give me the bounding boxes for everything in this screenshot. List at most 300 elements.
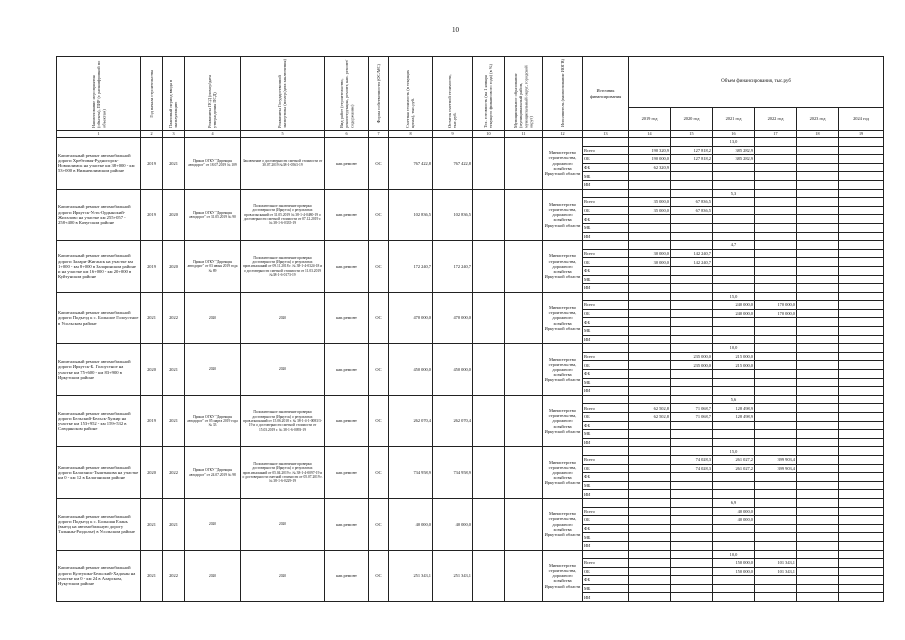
funding-value <box>797 180 839 189</box>
funding-value <box>839 309 884 318</box>
psd-details: 2020 <box>185 498 241 550</box>
fin-blank <box>839 447 884 456</box>
funding-value <box>713 335 755 344</box>
table-row <box>57 241 884 250</box>
estimated-cost: 172 240,7 <box>389 241 433 293</box>
funding-value <box>671 163 713 172</box>
header-expertise: Реквизиты Государственной экспертизы (номер/дата заключения) <box>241 57 325 131</box>
funding-value <box>671 438 713 447</box>
ownership: ОС <box>369 138 389 190</box>
funding-value <box>839 387 884 396</box>
funding-value <box>629 576 671 585</box>
funding-value <box>797 258 839 267</box>
funding-source: ИИ <box>583 180 629 189</box>
funding-value <box>755 473 797 482</box>
funding-value: 128 498,9 <box>713 413 755 422</box>
project-name: Капитальный ремонт автомобильной дороги Иркутск-Б. Голоустное на участке км 75+600 - км 83+900 в Иркутском районе <box>57 344 141 396</box>
funding-value <box>629 378 671 387</box>
funding-value <box>839 327 884 336</box>
fin-blank <box>797 292 839 301</box>
page-number: 10 <box>452 26 459 34</box>
funding-value <box>797 387 839 396</box>
cost-remainder: 40 000,0 <box>433 498 473 550</box>
source-blank <box>583 189 629 198</box>
funding-value <box>629 232 671 241</box>
funding-value: 30 000,0 <box>629 258 671 267</box>
source-blank <box>583 550 629 559</box>
ownership: ОС <box>369 189 389 241</box>
funding-value <box>755 533 797 542</box>
funding-value <box>755 584 797 593</box>
funding-value <box>797 559 839 568</box>
funding-source: ФБ <box>583 318 629 327</box>
funding-value <box>839 473 884 482</box>
municipality <box>505 241 543 293</box>
work-type: кап.ремонт <box>325 138 369 190</box>
funding-value: 261 027,2 <box>713 455 755 464</box>
funding-source: ИИ <box>583 438 629 447</box>
fin-blank <box>629 498 671 507</box>
executor: Министерство строительства, дорожного хозяйства Иркутской области <box>543 138 583 190</box>
column-number: 19 <box>839 131 884 138</box>
cost-remainder: 262 070,4 <box>433 395 473 447</box>
funding-source: Всего <box>583 249 629 258</box>
fin-blank <box>671 292 713 301</box>
header-cost-remainder: Остаток сметной стоимости, тыс.руб. <box>433 57 473 131</box>
funding-value <box>839 541 884 550</box>
funding-value: 127 818,2 <box>671 155 713 164</box>
fin-blank <box>755 241 797 250</box>
header-year: 2023 год <box>797 108 839 131</box>
fin-blank <box>629 241 671 250</box>
funding-value <box>755 541 797 550</box>
tech-readiness: 13,0 <box>713 138 755 147</box>
funding-value <box>755 172 797 181</box>
project-name: Капитальный ремонт автомобильной дороги Балаганск-Тыштыкова на участке км 0 - км 12 в Балаганском районе <box>57 447 141 499</box>
commission-year: 2022 <box>163 550 185 602</box>
column-number: 5 <box>241 131 325 138</box>
tech-readiness-empty <box>473 447 505 499</box>
funding-value <box>755 284 797 293</box>
fin-blank <box>839 344 884 353</box>
tech-readiness-empty <box>473 138 505 190</box>
funding-value <box>671 309 713 318</box>
source-blank <box>583 498 629 507</box>
funding-value: 128 498,9 <box>713 404 755 413</box>
funding-value <box>713 481 755 490</box>
tech-readiness-empty <box>473 395 505 447</box>
funding-value <box>797 438 839 447</box>
funding-value <box>713 370 755 379</box>
funding-value <box>755 232 797 241</box>
funding-source: Всего <box>583 198 629 207</box>
funding-value: 62 502,8 <box>629 413 671 422</box>
funding-value <box>755 361 797 370</box>
fin-blank <box>755 395 797 404</box>
header-start-year: Год начала строительства <box>141 57 163 131</box>
funding-source: ФБ <box>583 524 629 533</box>
funding-value <box>839 206 884 215</box>
ownership: ОС <box>369 292 389 344</box>
funding-value <box>713 473 755 482</box>
tech-readiness-empty <box>473 189 505 241</box>
funding-source: МБ <box>583 430 629 439</box>
funding-value <box>671 516 713 525</box>
funding-source: ИИ <box>583 335 629 344</box>
executor: Министерство строительства, дорожного хозяйства Иркутской области <box>543 292 583 344</box>
fin-blank <box>755 138 797 147</box>
funding-value <box>671 533 713 542</box>
funding-value <box>629 318 671 327</box>
funding-source: МБ <box>583 327 629 336</box>
funding-value <box>839 266 884 275</box>
funding-value <box>671 172 713 181</box>
funding-value <box>839 464 884 473</box>
funding-value <box>629 180 671 189</box>
start-year: 2020 <box>141 447 163 499</box>
funding-value <box>797 541 839 550</box>
executor: Министерство строительства, дорожного хозяйства Иркутской области <box>543 241 583 293</box>
column-number: 6 <box>325 131 369 138</box>
funding-value <box>629 430 671 439</box>
funding-value: 399 903,4 <box>755 455 797 464</box>
column-number: 14 <box>629 131 671 138</box>
funding-value: 142 240,7 <box>671 258 713 267</box>
funding-value <box>671 284 713 293</box>
funding-value <box>671 490 713 499</box>
funding-source: ФБ <box>583 215 629 224</box>
funding-value <box>839 490 884 499</box>
funding-value <box>755 378 797 387</box>
funding-value <box>797 421 839 430</box>
funding-value <box>629 266 671 275</box>
tech-readiness: 10,0 <box>713 550 755 559</box>
funding-value <box>755 163 797 172</box>
funding-value: 385 282,9 <box>713 146 755 155</box>
funding-value <box>797 464 839 473</box>
funding-value <box>713 430 755 439</box>
funding-value <box>713 198 755 207</box>
ownership: ОС <box>369 344 389 396</box>
funding-value <box>629 533 671 542</box>
funding-value <box>755 387 797 396</box>
start-year: 2021 <box>141 498 163 550</box>
funding-value <box>755 155 797 164</box>
funding-value: 40 000,0 <box>713 516 755 525</box>
funding-value <box>671 180 713 189</box>
funding-source: ИИ <box>583 593 629 602</box>
funding-value <box>839 352 884 361</box>
executor: Министерство строительства, дорожного хозяйства Иркутской области <box>543 498 583 550</box>
funding-value <box>797 507 839 516</box>
header-work-type: Вид работ (строительство, реконструкция, ремонт, кап. ремонт/содержание) <box>325 57 369 131</box>
header-tech-readiness: Тех. готовность (на 1 января текущего финансового года) (в %) <box>473 57 505 131</box>
funding-source: ФБ <box>583 163 629 172</box>
start-year: 2020 <box>141 344 163 396</box>
column-number: 16 <box>713 131 755 138</box>
fin-blank <box>797 395 839 404</box>
estimated-cost: 450 000,0 <box>389 344 433 396</box>
estimated-cost: 262 070,4 <box>389 395 433 447</box>
municipality <box>505 498 543 550</box>
cost-remainder: 102 836,5 <box>433 189 473 241</box>
funding-value <box>839 559 884 568</box>
funding-value <box>629 490 671 499</box>
funding-value <box>755 266 797 275</box>
funding-value <box>629 559 671 568</box>
funding-value <box>839 335 884 344</box>
funding-value <box>713 284 755 293</box>
funding-value <box>839 146 884 155</box>
funding-value <box>671 430 713 439</box>
fin-blank <box>755 447 797 456</box>
funding-source: ОБ <box>583 155 629 164</box>
fin-blank <box>755 550 797 559</box>
psd-details: Приказ ОГКУ "Дирекция автодорог" от 31.05.2019 № 90 <box>185 189 241 241</box>
funding-value <box>713 215 755 224</box>
funding-value <box>797 266 839 275</box>
funding-value: 74 028,3 <box>671 455 713 464</box>
fin-blank <box>797 189 839 198</box>
funding-value <box>755 198 797 207</box>
funding-value <box>839 576 884 585</box>
funding-value <box>755 481 797 490</box>
source-blank <box>583 138 629 147</box>
cost-remainder: 767 422,8 <box>433 138 473 190</box>
funding-value: 215 000,0 <box>713 361 755 370</box>
fin-blank <box>671 447 713 456</box>
funding-source: ФБ <box>583 266 629 275</box>
fin-blank <box>671 344 713 353</box>
funding-value <box>797 172 839 181</box>
funding-source: Всего <box>583 301 629 310</box>
psd-details: 2020 <box>185 550 241 602</box>
funding-value <box>839 378 884 387</box>
project-name: Капитальный ремонт автомобильной дороги Подъезд к с. Большое Голоустное в Усольском районе <box>57 292 141 344</box>
fin-blank <box>839 395 884 404</box>
funding-value: 385 282,9 <box>713 155 755 164</box>
funding-value <box>629 438 671 447</box>
funding-value <box>671 215 713 224</box>
funding-value <box>671 593 713 602</box>
funding-value <box>671 576 713 585</box>
start-year: 2021 <box>141 292 163 344</box>
column-number: 13 <box>583 131 629 138</box>
funding-value <box>797 404 839 413</box>
funding-value <box>671 387 713 396</box>
funding-value <box>839 155 884 164</box>
funding-value <box>797 155 839 164</box>
funding-value <box>713 327 755 336</box>
funding-value <box>839 481 884 490</box>
funding-value <box>839 567 884 576</box>
fin-blank <box>629 550 671 559</box>
funding-value <box>797 327 839 336</box>
funding-value <box>839 413 884 422</box>
funding-value: 240 000,0 <box>713 309 755 318</box>
funding-value: 190 000,0 <box>629 155 671 164</box>
ownership: ОС <box>369 498 389 550</box>
funding-value <box>839 232 884 241</box>
column-number: 11 <box>505 131 543 138</box>
column-number: 12 <box>543 131 583 138</box>
funding-value <box>839 258 884 267</box>
funding-value <box>671 567 713 576</box>
funding-value <box>797 284 839 293</box>
funding-value <box>713 593 755 602</box>
funding-value <box>713 172 755 181</box>
funding-value <box>713 541 755 550</box>
funding-value <box>629 275 671 284</box>
source-blank <box>583 292 629 301</box>
funding-value <box>797 413 839 422</box>
fin-blank <box>671 395 713 404</box>
fin-blank <box>839 189 884 198</box>
funding-value <box>797 215 839 224</box>
funding-value <box>797 584 839 593</box>
funding-value <box>797 223 839 232</box>
funding-value: 71 068,7 <box>671 404 713 413</box>
funding-value <box>713 490 755 499</box>
funding-value <box>629 301 671 310</box>
header-year: 2021 год <box>713 108 755 131</box>
table-row <box>57 498 884 507</box>
funding-value <box>629 481 671 490</box>
funding-value <box>839 524 884 533</box>
funding-value <box>797 524 839 533</box>
funding-value <box>629 223 671 232</box>
expertise-details: 2020 <box>241 344 325 396</box>
funding-source: МБ <box>583 584 629 593</box>
column-number: 8 <box>389 131 433 138</box>
funding-value <box>839 361 884 370</box>
table-row <box>57 550 884 559</box>
table-row <box>57 344 884 353</box>
funding-value <box>797 576 839 585</box>
fin-blank <box>755 344 797 353</box>
estimated-cost: 40 000,0 <box>389 498 433 550</box>
header-psd: Реквизиты ПСД (номер/дата утверждения ПСД) <box>185 57 241 131</box>
funding-value <box>755 524 797 533</box>
funding-value <box>629 370 671 379</box>
funding-value <box>839 275 884 284</box>
funding-value <box>839 516 884 525</box>
funding-value <box>755 490 797 499</box>
funding-value <box>671 421 713 430</box>
estimated-cost: 251 343,1 <box>389 550 433 602</box>
tech-readiness: 5,6 <box>713 395 755 404</box>
column-number: 4 <box>185 131 241 138</box>
work-type: кап.ремонт <box>325 447 369 499</box>
funding-value <box>671 301 713 310</box>
table-row <box>57 292 884 301</box>
funding-value <box>797 146 839 155</box>
psd-details: Приказ ОГКУ "Дирекция автодорог" от 05 марта 2019 года № 33 <box>185 395 241 447</box>
funding-value <box>797 455 839 464</box>
expertise-details: 2020 <box>241 550 325 602</box>
funding-source: ОБ <box>583 309 629 318</box>
funding-value: 170 000,0 <box>755 301 797 310</box>
funding-value <box>671 223 713 232</box>
table-body <box>57 138 884 602</box>
municipality <box>505 292 543 344</box>
fin-blank <box>797 241 839 250</box>
funding-value <box>671 335 713 344</box>
expertise-details: 2020 <box>241 292 325 344</box>
funding-source: ИИ <box>583 232 629 241</box>
tech-readiness-empty <box>473 292 505 344</box>
fin-blank <box>629 189 671 198</box>
commission-year: 2020 <box>163 189 185 241</box>
funding-value <box>713 266 755 275</box>
funding-value: 235 000,0 <box>671 361 713 370</box>
funding-value <box>713 533 755 542</box>
funding-value <box>755 318 797 327</box>
funding-value <box>839 438 884 447</box>
funding-source: ФБ <box>583 370 629 379</box>
work-type: кап.ремонт <box>325 241 369 293</box>
funding-value: 399 903,4 <box>755 464 797 473</box>
commission-year: 2022 <box>163 447 185 499</box>
funding-value <box>629 593 671 602</box>
table-row <box>57 189 884 198</box>
funding-value <box>755 146 797 155</box>
funding-value <box>797 430 839 439</box>
column-number: 7 <box>369 131 389 138</box>
funding-value <box>713 318 755 327</box>
funding-source: ИИ <box>583 541 629 550</box>
source-blank <box>583 395 629 404</box>
municipality <box>505 395 543 447</box>
psd-details: 2020 <box>185 344 241 396</box>
funding-value <box>713 206 755 215</box>
funding-value <box>755 180 797 189</box>
ownership: ОС <box>369 395 389 447</box>
funding-source: ИИ <box>583 387 629 396</box>
commission-year: 2021 <box>163 395 185 447</box>
funding-value: 62 502,8 <box>629 404 671 413</box>
funding-value <box>839 507 884 516</box>
funding-value: 127 818,2 <box>671 146 713 155</box>
funding-value <box>839 198 884 207</box>
fin-blank <box>755 498 797 507</box>
funding-value <box>755 516 797 525</box>
funding-value <box>713 232 755 241</box>
funding-source: ОБ <box>583 258 629 267</box>
funding-value <box>713 584 755 593</box>
fin-blank <box>839 292 884 301</box>
funding-value <box>797 206 839 215</box>
funding-source: ОБ <box>583 413 629 422</box>
funding-value <box>755 335 797 344</box>
funding-value <box>797 163 839 172</box>
work-type: кап.ремонт <box>325 498 369 550</box>
funding-value <box>629 215 671 224</box>
tech-readiness: 4,7 <box>713 241 755 250</box>
start-year: 2021 <box>141 550 163 602</box>
cost-remainder: 470 000,0 <box>433 292 473 344</box>
funding-value <box>713 275 755 284</box>
funding-value <box>629 387 671 396</box>
funding-source: Всего <box>583 507 629 516</box>
header-row <box>57 57 884 108</box>
funding-value <box>797 352 839 361</box>
executor: Министерство строительства, дорожного хозяйства Иркутской области <box>543 550 583 602</box>
work-type: кап.ремонт <box>325 550 369 602</box>
header-year: 2024 год <box>839 108 884 131</box>
funding-value <box>671 266 713 275</box>
fin-blank <box>671 138 713 147</box>
